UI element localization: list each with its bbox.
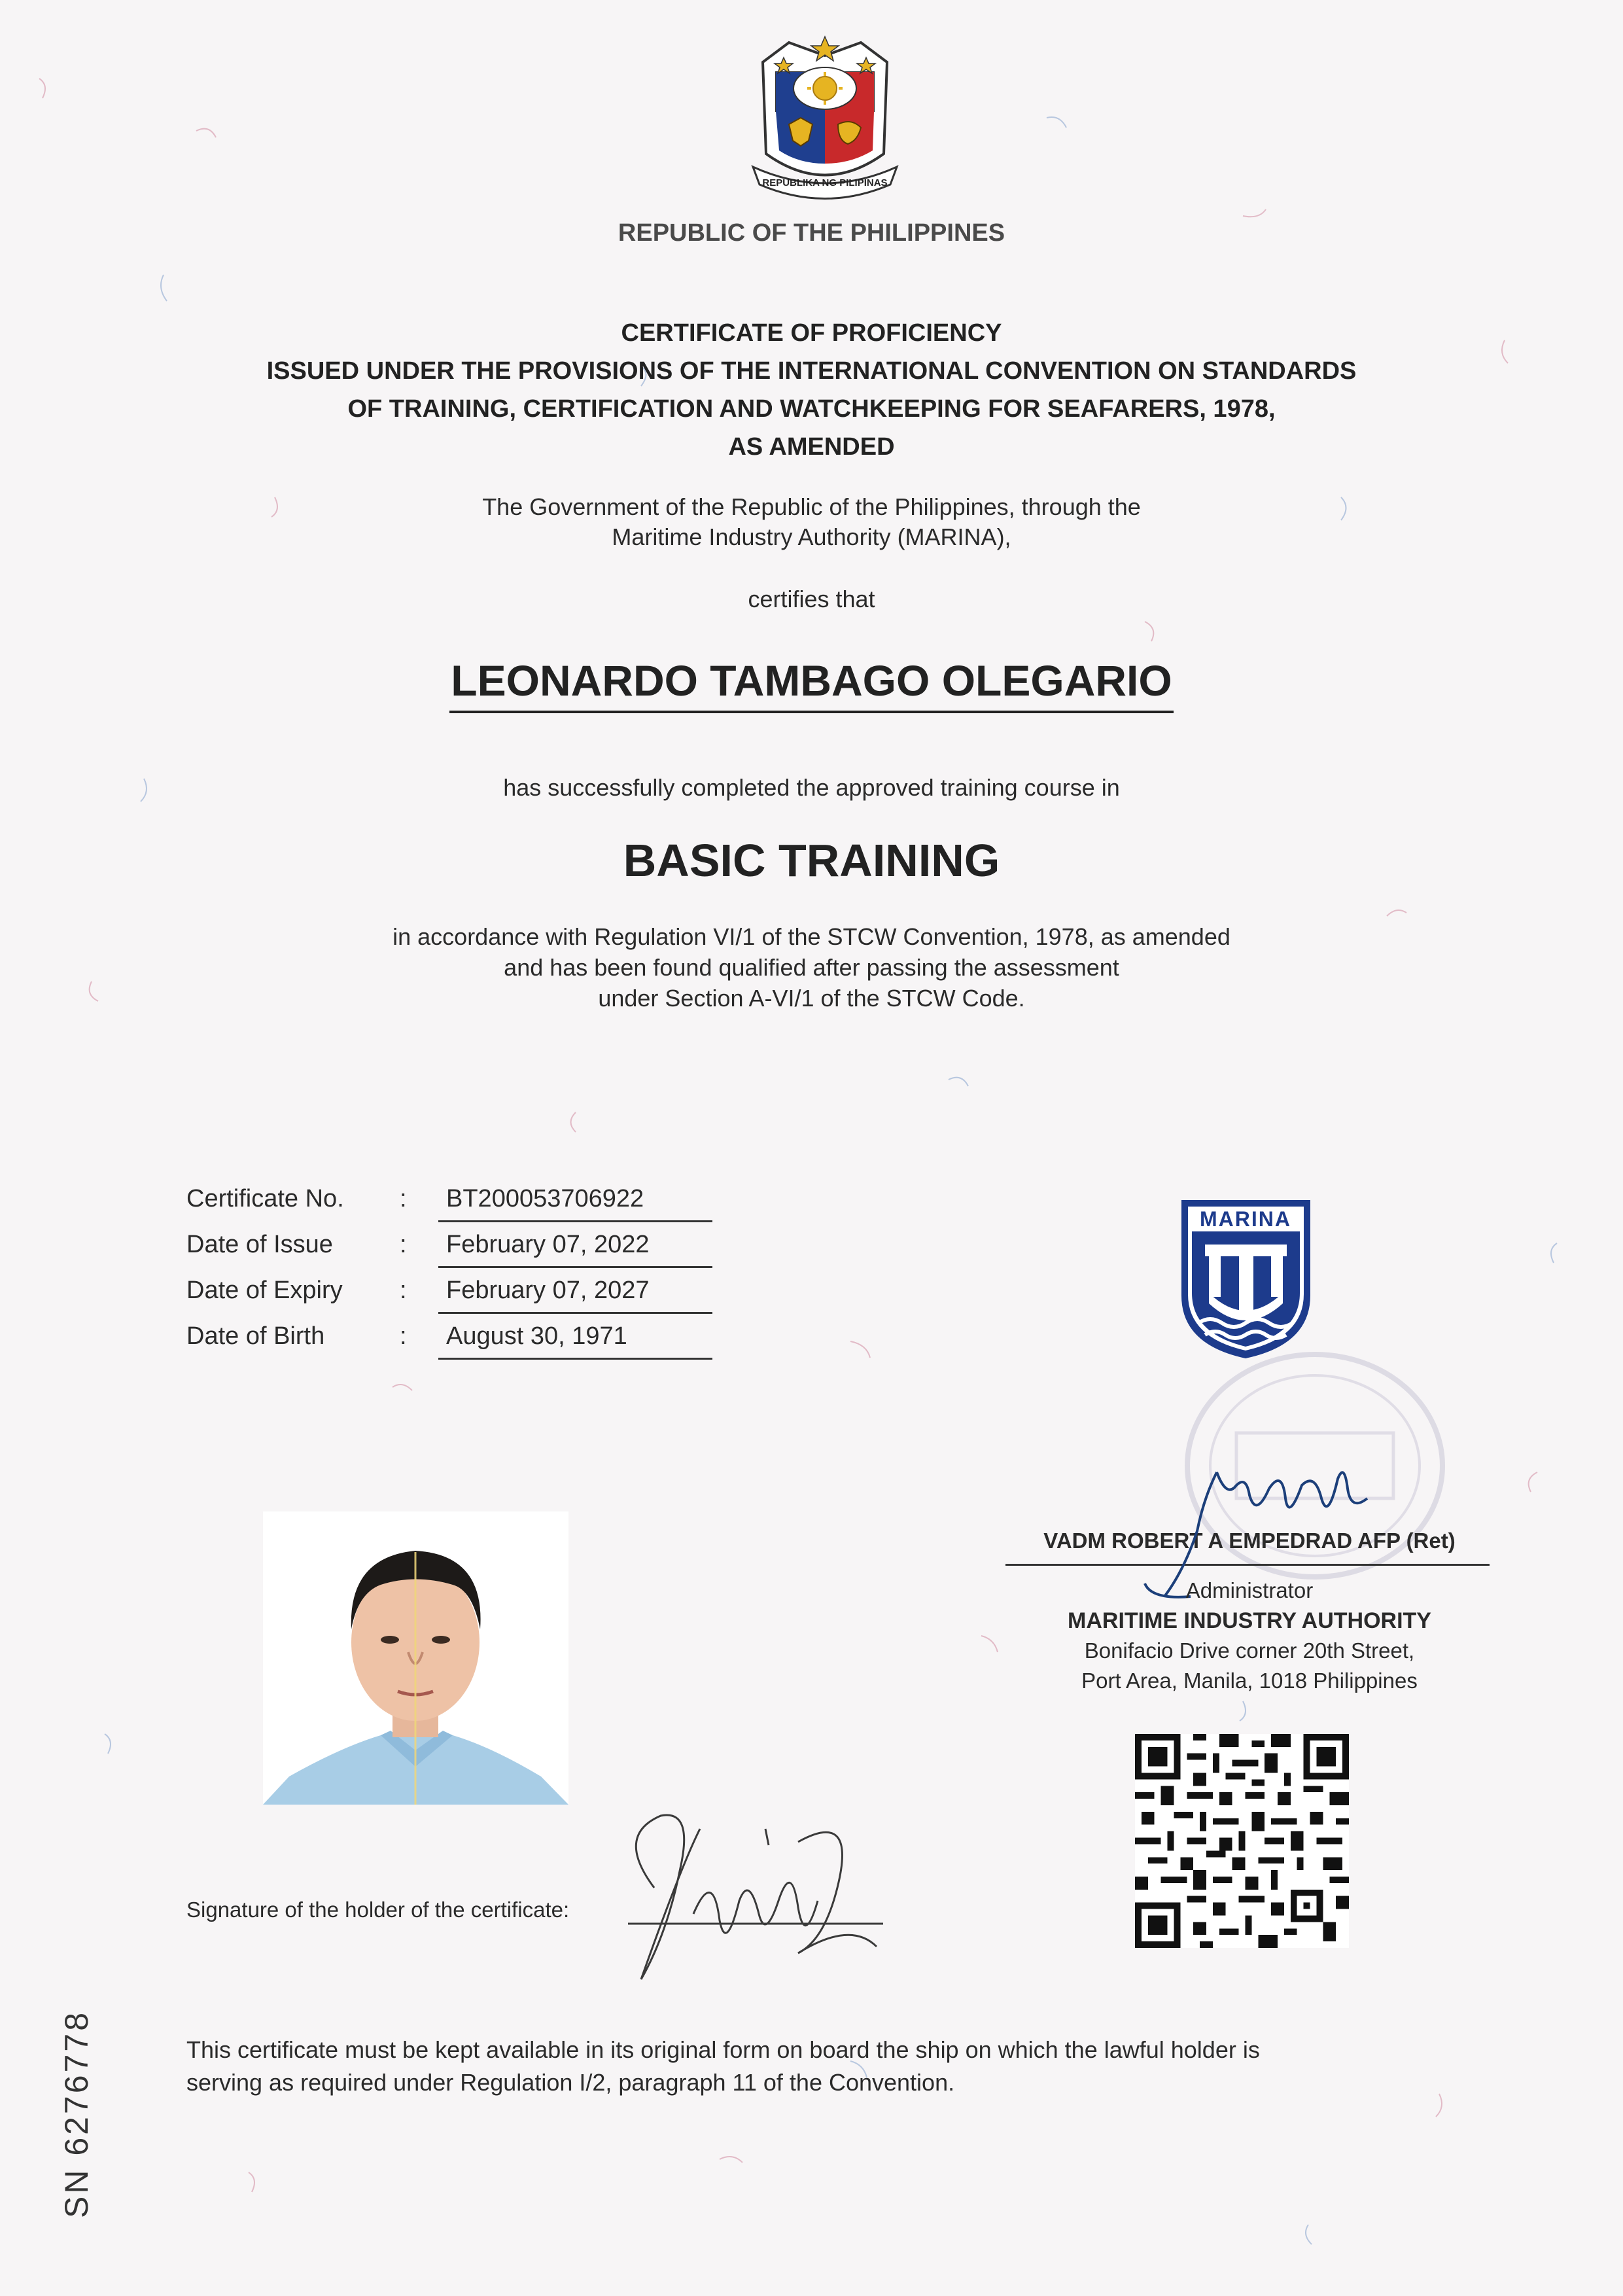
officer-address-line: Port Area, Manila, 1018 Philippines [1081, 1669, 1418, 1693]
detail-value: August 30, 1971 [438, 1322, 712, 1360]
certifies-text: certifies that [748, 586, 875, 612]
title-line: AS AMENDED [728, 433, 895, 461]
regulation-line: under Section A-VI/1 of the STCW Code. [598, 985, 1025, 1012]
detail-separator: : [400, 1185, 407, 1212]
officer-details [1011, 1576, 1488, 1696]
detail-label: Certificate No. [186, 1185, 344, 1212]
holder-photo [263, 1511, 568, 1805]
detail-separator: : [400, 1322, 407, 1350]
marina-logo-text: MARINA [1200, 1207, 1291, 1231]
regulation-line: and has been found qualified after passing the assessment [504, 954, 1119, 981]
detail-separator: : [400, 1277, 407, 1304]
holder-name: LEONARDO TAMBAGO OLEGARIO [449, 654, 1173, 713]
detail-label: Date of Birth [186, 1322, 325, 1350]
detail-label: Date of Issue [186, 1231, 333, 1258]
officer-agency: MARITIME INDUSTRY AUTHORITY [1068, 1608, 1431, 1633]
course-title: BASIC TRAINING [623, 835, 1000, 886]
marina-logo-icon [1179, 1197, 1313, 1361]
seal-ribbon-text: REPUBLIKA NG PILIPINAS [762, 177, 888, 188]
philippine-coat-of-arms-icon [743, 33, 907, 209]
holder-signature [602, 1790, 903, 1992]
regulation-line: in accordance with Regulation VI/1 of the STCW Convention, 1978, as amended [393, 923, 1230, 950]
government-statement [0, 492, 1623, 552]
title-line: CERTIFICATE OF PROFICIENCY [621, 319, 1002, 347]
country-heading: REPUBLIC OF THE PHILIPPINES [618, 219, 1005, 247]
regulation-statement [0, 921, 1623, 1014]
footer-note-line: serving as required under Regulation I/2, paragraph 11 of the Convention. [186, 2069, 955, 2096]
title-line: OF TRAINING, CERTIFICATION AND WATCHKEEPING FOR SEAFARERS, 1978, [347, 395, 1276, 423]
completed-text: has successfully completed the approved training course in [503, 774, 1120, 801]
footer-note-line: This certificate must be kept available in its original form on board the ship on which the lawful holder is [186, 2036, 1260, 2063]
officer-position: Administrator [1185, 1578, 1314, 1602]
detail-value: February 07, 2022 [438, 1231, 712, 1268]
government-line: The Government of the Republic of the Philippines, through the [482, 493, 1141, 520]
qr-code-icon [1135, 1734, 1349, 1948]
officer-address-line: Bonifacio Drive corner 20th Street, [1084, 1638, 1415, 1663]
detail-separator: : [400, 1231, 407, 1258]
holder-name-wrap [0, 654, 1623, 713]
detail-label: Date of Expiry [186, 1277, 343, 1304]
detail-value: February 07, 2027 [438, 1277, 712, 1314]
certificate-title [0, 314, 1623, 466]
detail-value: BT200053706922 [438, 1185, 712, 1222]
holder-signature-label: Signature of the holder of the certificate: [186, 1898, 570, 1922]
serial-number: SN 6276778 [58, 2009, 95, 2218]
officer-name: VADM ROBERT A EMPEDRAD AFP (Ret) [1043, 1528, 1456, 1553]
government-line: Maritime Industry Authority (MARINA), [612, 523, 1011, 550]
footer-note [186, 2034, 1495, 2099]
title-line: ISSUED UNDER THE PROVISIONS OF THE INTERNATIONAL CONVENTION ON STANDARDS [266, 357, 1357, 385]
